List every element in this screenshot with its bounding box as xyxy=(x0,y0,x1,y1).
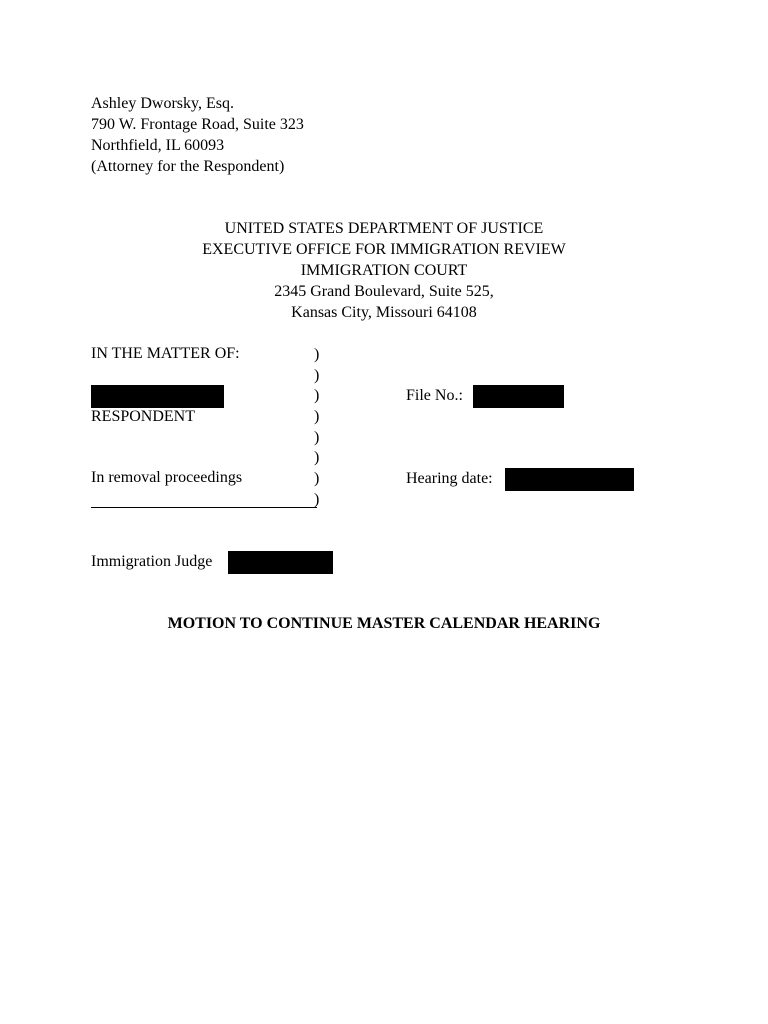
court-heading-line-3: IMMIGRATION COURT xyxy=(300,262,468,279)
file-number-label: File No.: xyxy=(406,387,463,404)
in-the-matter-label: IN THE MATTER OF: xyxy=(91,345,240,362)
caption-paren: ) xyxy=(314,449,320,466)
caption-paren: ) xyxy=(314,346,320,363)
caption-paren: ) xyxy=(314,387,320,404)
attorney-address-line-1: 790 W. Frontage Road, Suite 323 xyxy=(91,116,304,133)
attorney-address-line-2: Northfield, IL 60093 xyxy=(91,137,225,154)
hearing-date-label: Hearing date: xyxy=(406,470,493,487)
attorney-role: (Attorney for the Respondent) xyxy=(91,158,285,175)
caption-paren: ) xyxy=(314,408,320,425)
caption-paren: ) xyxy=(314,470,320,487)
judge-name-redaction xyxy=(228,551,333,574)
caption-paren: ) xyxy=(314,429,320,446)
file-number-redaction xyxy=(473,385,564,408)
caption-paren: ) xyxy=(314,491,320,508)
respondent-label: RESPONDENT xyxy=(91,408,196,425)
removal-proceedings-label: In removal proceedings xyxy=(91,469,243,486)
caption-paren: ) xyxy=(314,367,320,384)
court-address-line-1: 2345 Grand Boulevard, Suite 525, xyxy=(274,283,494,300)
attorney-name: Ashley Dworsky, Esq. xyxy=(91,95,234,112)
immigration-judge-label: Immigration Judge xyxy=(91,553,213,570)
hearing-date-redaction xyxy=(505,468,634,491)
caption-underline xyxy=(91,507,317,508)
court-heading-line-2: EXECUTIVE OFFICE FOR IMMIGRATION REVIEW xyxy=(202,241,566,258)
court-address-line-2: Kansas City, Missouri 64108 xyxy=(291,304,477,321)
court-heading-line-1: UNITED STATES DEPARTMENT OF JUSTICE xyxy=(224,220,544,237)
document-title: MOTION TO CONTINUE MASTER CALENDAR HEARING xyxy=(167,615,601,632)
respondent-name-redaction xyxy=(91,385,224,408)
